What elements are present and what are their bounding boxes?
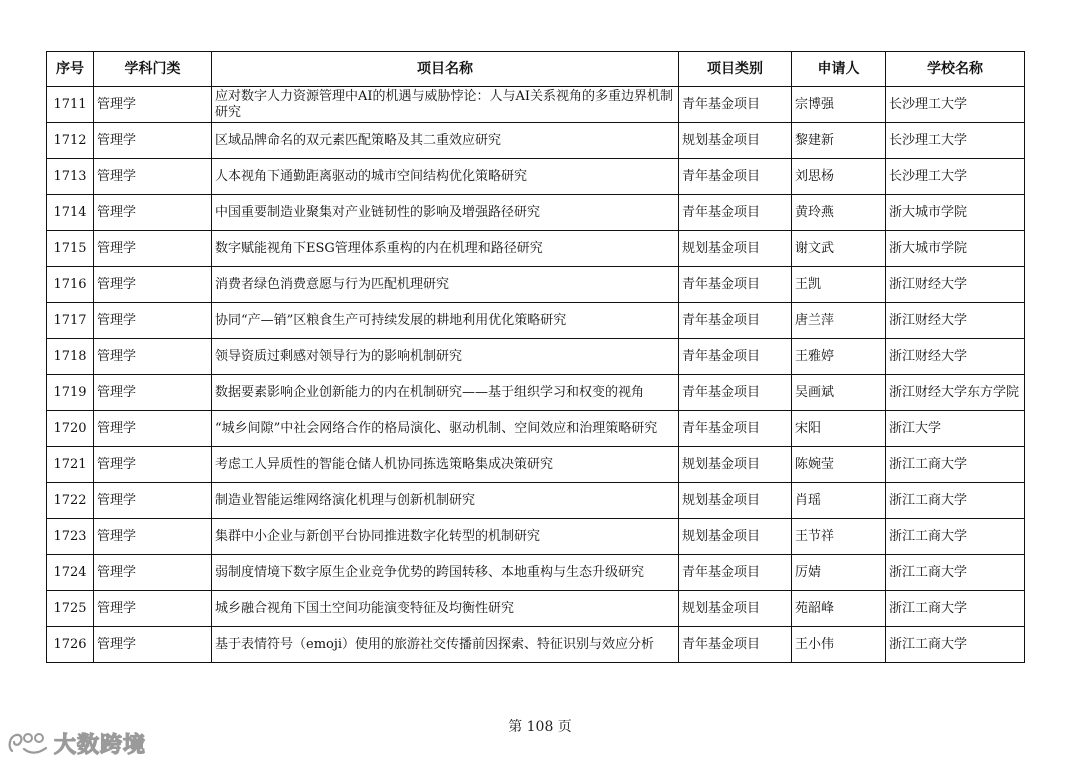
cell-title: 人本视角下通勤距离驱动的城市空间结构优化策略研究 <box>212 159 679 195</box>
watermark-text: 大数跨境 <box>54 732 147 758</box>
project-table <box>46 51 1025 663</box>
cell-type: 规划基金项目 <box>679 519 792 555</box>
cell-applicant: 宋阳 <box>792 411 886 447</box>
cell-school: 浙江工商大学 <box>886 591 1025 627</box>
table-row <box>47 483 1025 519</box>
cell-applicant: 谢文武 <box>792 231 886 267</box>
cell-subject: 管理学 <box>94 231 212 267</box>
cell-type: 青年基金项目 <box>679 87 792 123</box>
cell-title: 区域品牌命名的双元素匹配策略及其二重效应研究 <box>212 123 679 159</box>
cell-title: 协同“产—销”区粮食生产可持续发展的耕地利用优化策略研究 <box>212 303 679 339</box>
cell-no: 1717 <box>47 303 94 339</box>
cell-no: 1713 <box>47 159 94 195</box>
table-row <box>47 159 1025 195</box>
cell-subject: 管理学 <box>94 375 212 411</box>
cell-applicant: 宗博强 <box>792 87 886 123</box>
cell-school: 长沙理工大学 <box>886 87 1025 123</box>
cell-applicant: 黎建新 <box>792 123 886 159</box>
cell-subject: 管理学 <box>94 87 212 123</box>
cell-school: 浙江工商大学 <box>886 483 1025 519</box>
cell-title: 中国重要制造业聚集对产业链韧性的影响及增强路径研究 <box>212 195 679 231</box>
cell-subject: 管理学 <box>94 447 212 483</box>
table-row <box>47 303 1025 339</box>
cell-school: 浙江财经大学 <box>886 339 1025 375</box>
cell-school: 浙江财经大学 <box>886 303 1025 339</box>
cell-type: 青年基金项目 <box>679 375 792 411</box>
table-row <box>47 555 1025 591</box>
watermark <box>6 728 146 758</box>
table-row <box>47 375 1025 411</box>
cell-no: 1712 <box>47 123 94 159</box>
header-subject: 学科门类 <box>94 52 212 87</box>
cell-school: 长沙理工大学 <box>886 159 1025 195</box>
header-type: 项目类别 <box>679 52 792 87</box>
cell-subject: 管理学 <box>94 195 212 231</box>
cell-applicant: 王节祥 <box>792 519 886 555</box>
cell-school: 浙大城市学院 <box>886 195 1025 231</box>
cell-no: 1724 <box>47 555 94 591</box>
cell-subject: 管理学 <box>94 411 212 447</box>
cell-type: 规划基金项目 <box>679 123 792 159</box>
cell-no: 1714 <box>47 195 94 231</box>
cell-applicant: 肖瑶 <box>792 483 886 519</box>
table-header-row <box>47 52 1025 87</box>
header-no: 序号 <box>47 52 94 87</box>
cell-school: 浙江财经大学东方学院 <box>886 375 1025 411</box>
cell-type: 青年基金项目 <box>679 339 792 375</box>
cell-no: 1719 <box>47 375 94 411</box>
cell-applicant: 王小伟 <box>792 627 886 663</box>
table-row <box>47 123 1025 159</box>
cell-subject: 管理学 <box>94 591 212 627</box>
table-row <box>47 339 1025 375</box>
cell-subject: 管理学 <box>94 555 212 591</box>
cell-title: 考虑工人异质性的智能仓储人机协同拣选策略集成决策研究 <box>212 447 679 483</box>
page-number: 第 108 页 <box>508 719 572 735</box>
cell-no: 1711 <box>47 87 94 123</box>
brand-logo-icon <box>6 729 50 757</box>
cell-type: 青年基金项目 <box>679 555 792 591</box>
cell-title: 数字赋能视角下ESG管理体系重构的内在机理和路径研究 <box>212 231 679 267</box>
document-page <box>46 51 1024 663</box>
cell-type: 青年基金项目 <box>679 411 792 447</box>
header-title: 项目名称 <box>212 52 679 87</box>
cell-subject: 管理学 <box>94 519 212 555</box>
cell-applicant: 黄玲燕 <box>792 195 886 231</box>
cell-subject: 管理学 <box>94 123 212 159</box>
cell-title: 数据要素影响企业创新能力的内在机制研究——基于组织学习和权变的视角 <box>212 375 679 411</box>
table-row <box>47 627 1025 663</box>
table-row <box>47 591 1025 627</box>
table-row <box>47 267 1025 303</box>
cell-applicant: 王凯 <box>792 267 886 303</box>
cell-type: 青年基金项目 <box>679 627 792 663</box>
cell-title: 基于表情符号（emoji）使用的旅游社交传播前因探索、特征识别与效应分析 <box>212 627 679 663</box>
cell-no: 1722 <box>47 483 94 519</box>
table-row <box>47 195 1025 231</box>
cell-subject: 管理学 <box>94 339 212 375</box>
cell-type: 规划基金项目 <box>679 591 792 627</box>
cell-type: 青年基金项目 <box>679 195 792 231</box>
cell-school: 浙大城市学院 <box>886 231 1025 267</box>
table-row <box>47 411 1025 447</box>
cell-school: 浙江工商大学 <box>886 627 1025 663</box>
cell-applicant: 吴画斌 <box>792 375 886 411</box>
cell-subject: 管理学 <box>94 483 212 519</box>
cell-school: 浙江大学 <box>886 411 1025 447</box>
cell-title: 集群中小企业与新创平台协同推进数字化转型的机制研究 <box>212 519 679 555</box>
cell-type: 规划基金项目 <box>679 483 792 519</box>
cell-applicant: 陈婉莹 <box>792 447 886 483</box>
cell-no: 1715 <box>47 231 94 267</box>
cell-no: 1723 <box>47 519 94 555</box>
cell-subject: 管理学 <box>94 627 212 663</box>
header-school: 学校名称 <box>886 52 1025 87</box>
cell-school: 浙江工商大学 <box>886 555 1025 591</box>
cell-title: 应对数字人力资源管理中AI的机遇与威胁悖论：人与AI关系视角的多重边界机制研究 <box>212 87 679 123</box>
cell-title: 制造业智能运维网络演化机理与创新机制研究 <box>212 483 679 519</box>
cell-no: 1721 <box>47 447 94 483</box>
cell-no: 1726 <box>47 627 94 663</box>
cell-school: 长沙理工大学 <box>886 123 1025 159</box>
cell-subject: 管理学 <box>94 303 212 339</box>
cell-type: 青年基金项目 <box>679 303 792 339</box>
header-applicant: 申请人 <box>792 52 886 87</box>
cell-title: 领导资质过剩感对领导行为的影响机制研究 <box>212 339 679 375</box>
table-row <box>47 231 1025 267</box>
cell-title: “城乡间隙”中社会网络合作的格局演化、驱动机制、空间效应和治理策略研究 <box>212 411 679 447</box>
cell-school: 浙江工商大学 <box>886 447 1025 483</box>
cell-applicant: 厉婧 <box>792 555 886 591</box>
cell-applicant: 唐兰萍 <box>792 303 886 339</box>
cell-applicant: 苑韶峰 <box>792 591 886 627</box>
cell-type: 规划基金项目 <box>679 447 792 483</box>
cell-applicant: 刘思杨 <box>792 159 886 195</box>
cell-no: 1716 <box>47 267 94 303</box>
cell-title: 城乡融合视角下国土空间功能演变特征及均衡性研究 <box>212 591 679 627</box>
table-row <box>47 519 1025 555</box>
cell-no: 1720 <box>47 411 94 447</box>
cell-subject: 管理学 <box>94 159 212 195</box>
cell-no: 1718 <box>47 339 94 375</box>
cell-applicant: 王雅婷 <box>792 339 886 375</box>
cell-type: 青年基金项目 <box>679 159 792 195</box>
cell-type: 青年基金项目 <box>679 267 792 303</box>
table-body <box>47 87 1025 663</box>
cell-school: 浙江工商大学 <box>886 519 1025 555</box>
cell-no: 1725 <box>47 591 94 627</box>
cell-subject: 管理学 <box>94 267 212 303</box>
cell-title: 消费者绿色消费意愿与行为匹配机理研究 <box>212 267 679 303</box>
cell-type: 规划基金项目 <box>679 231 792 267</box>
cell-title: 弱制度情境下数字原生企业竞争优势的跨国转移、本地重构与生态升级研究 <box>212 555 679 591</box>
table-row <box>47 447 1025 483</box>
cell-school: 浙江财经大学 <box>886 267 1025 303</box>
table-row <box>47 87 1025 123</box>
